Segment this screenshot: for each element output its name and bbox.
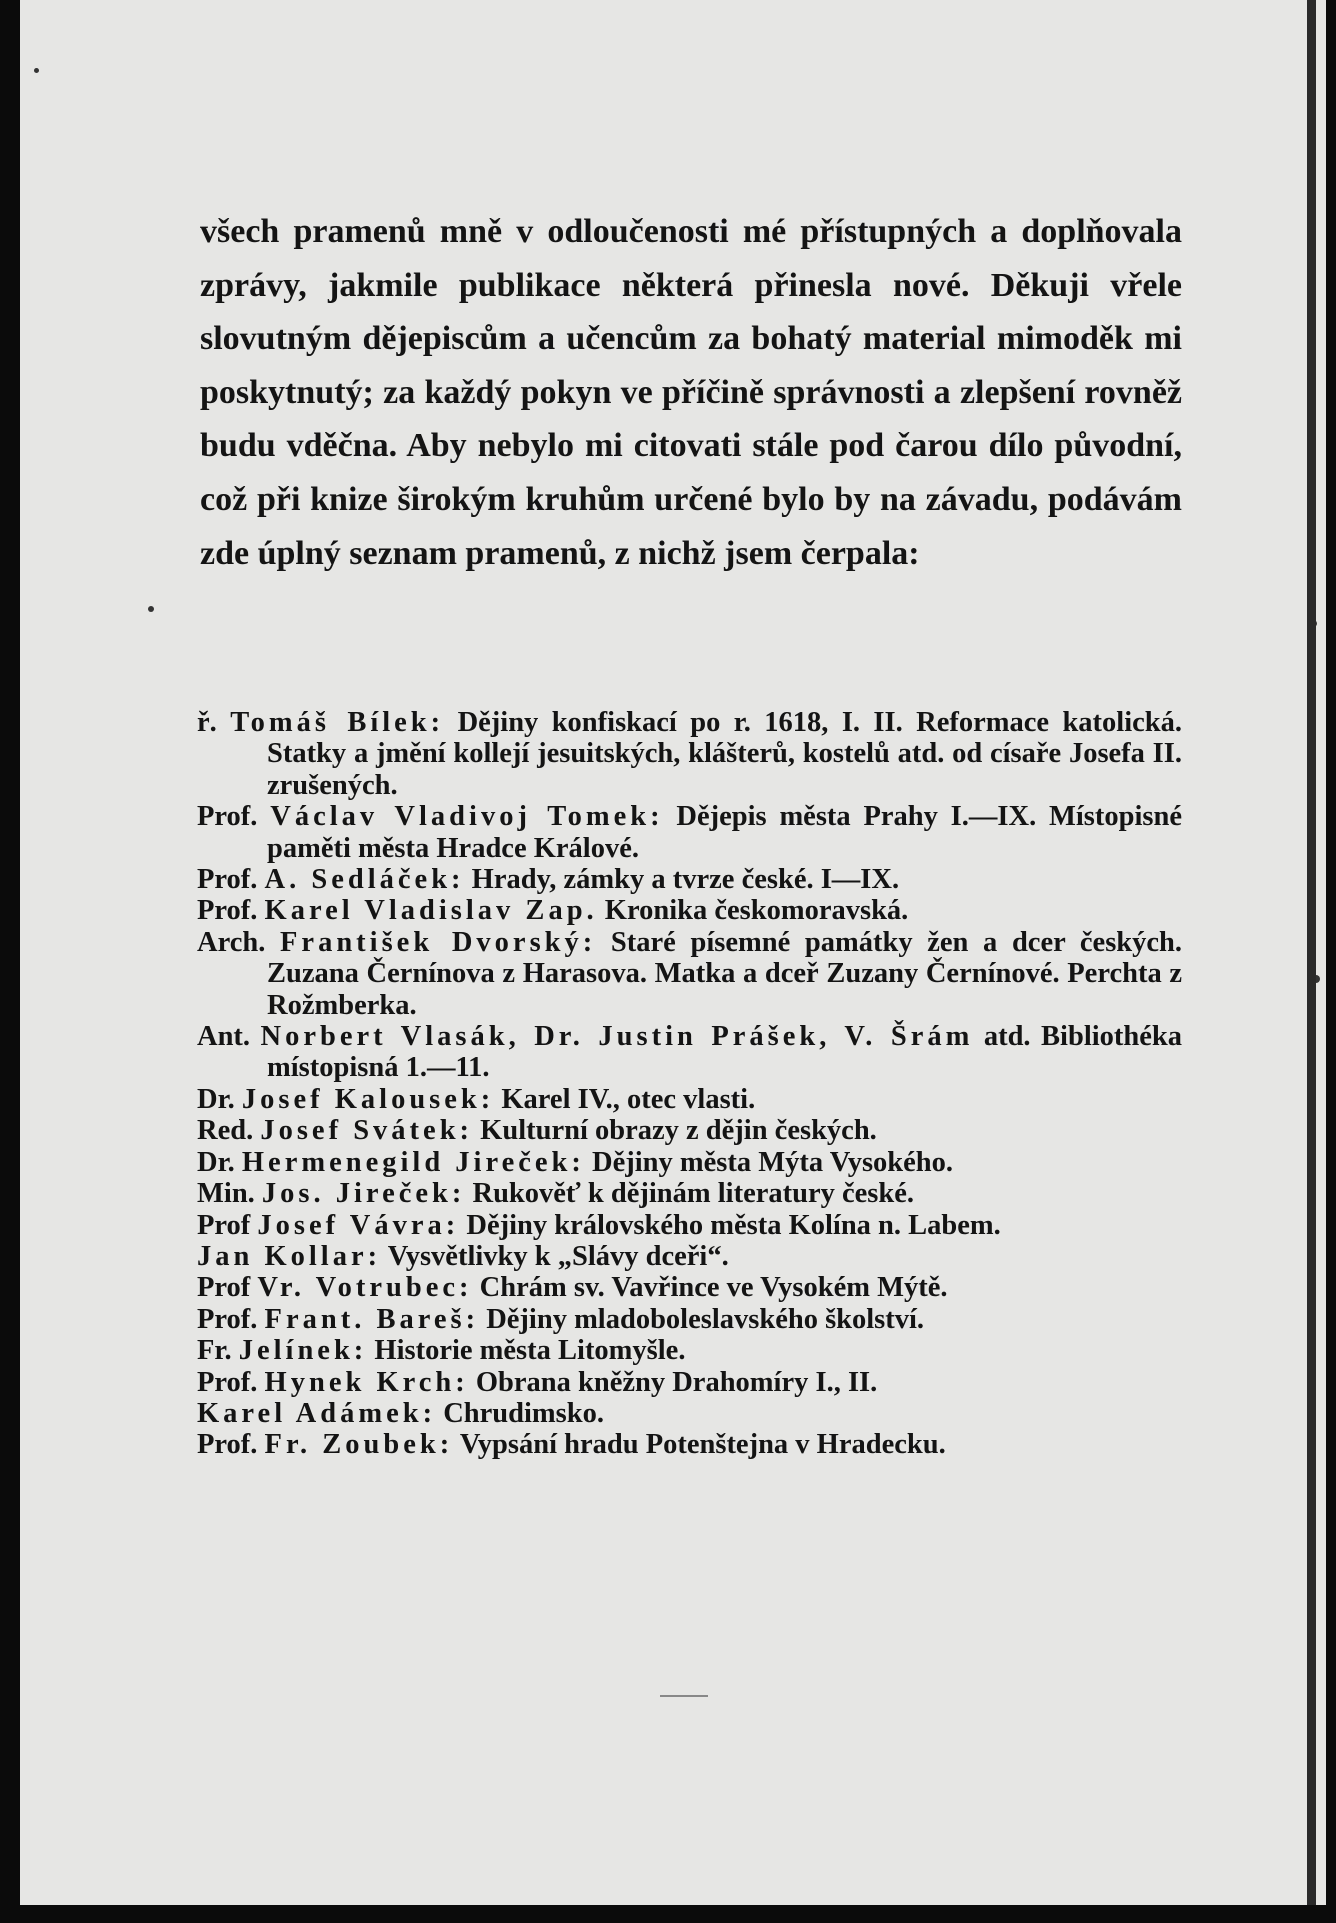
bibliography-entry: Prof Josef Vávra: Dějiny královského města Kolína n. Labem. (197, 1209, 1001, 1241)
book-page (20, 0, 1326, 1905)
bibliography-entry: Prof. Václav Vladivoj Tomek: Dějepis města Prahy I.—IX. Místopisné paměti města Hradce Králové. (197, 801, 1183, 864)
bibliography-list (197, 707, 1182, 1461)
bibliography-entry: Prof. Fr. Zoubek: Vypsání hradu Potenštejna v Hradecku. (197, 1429, 946, 1461)
intro-paragraph: všech pramenů mně v odloučenosti mé přístupných a doplňovala zprávy, jakmile publikace některá přinesla nové. Děkuji vřele slovutným dějepiscům a učencům za bohatý material mimoděk mi poskytnutý; za každý pokyn ve příčině správnosti a zlepšení rovněž budu vděčna. Aby nebylo mi citovati stále pod čarou dílo původní, což při knize širokým kruhům určené bylo by na závadu, podávám zde úplný seznam pramenů, z nichž jsem čerpala: (200, 213, 1182, 572)
bibliography-entry: Prof. Frant. Bareš: Dějiny mladoboleslavského školství. (197, 1303, 925, 1335)
scan-speck (34, 68, 39, 73)
page-edge (1307, 0, 1316, 1905)
bibliography-entry: Fr. Jelínek: Historie města Litomyšle. (197, 1335, 686, 1367)
bibliography-entry: Prof. Karel Vladislav Zap. Kronika českomoravská. (197, 895, 909, 927)
bibliography-entry: Karel Adámek: Chrudimsko. (197, 1397, 604, 1429)
bibliography-entry: Prof. Hynek Krch: Obrana kněžny Drahomíry I., II. (197, 1366, 878, 1398)
bibliography-entry: Prof. A. Sedláček: Hrady, zámky a tvrze české. I—IX. (197, 864, 900, 896)
bibliography-entry: Ant. Norbert Vlasák, Dr. Justin Prášek, V. Šrám atd. Bibliothéka místopisná 1.—11. (197, 1021, 1182, 1084)
bibliography-entry: Arch. František Dvorský: Staré písemné památky žen a dcer českých. Zuzana Černínova z Harasova. Matka a dceř Zuzany Černínové. Perchta z Rožmberka. (197, 926, 1183, 1021)
bibliography-entry: Red. Josef Svátek: Kulturní obrazy z dějin českých. (197, 1115, 877, 1147)
bibliography-entry: Jan Kollar: Vysvětlivky k „Slávy dceři“. (197, 1240, 729, 1272)
bibliography-entry: ř. Tomáš Bílek: Dějiny konfiskací po r. 1618, I. II. Reformace katolická. Statky a jmění kollejí jesuitských, klášterů, kostelů atd. od císaře Josefa II. zrušených. (197, 707, 1183, 801)
bibliography-entry: Prof Vr. Votrubec: Chrám sv. Vavřince ve Vysokém Mýtě. (197, 1272, 948, 1304)
scan-speck (148, 606, 154, 612)
bibliography-entry: Min. Jos. Jireček: Rukověť k dějinám literatury české. (197, 1178, 914, 1210)
bibliography-entry: Dr. Josef Kalousek: Karel IV., otec vlasti. (197, 1083, 756, 1115)
scan-mark (660, 1695, 708, 1697)
bibliography-entry: Dr. Hermenegild Jireček: Dějiny města Mýta Vysokého. (197, 1146, 954, 1178)
